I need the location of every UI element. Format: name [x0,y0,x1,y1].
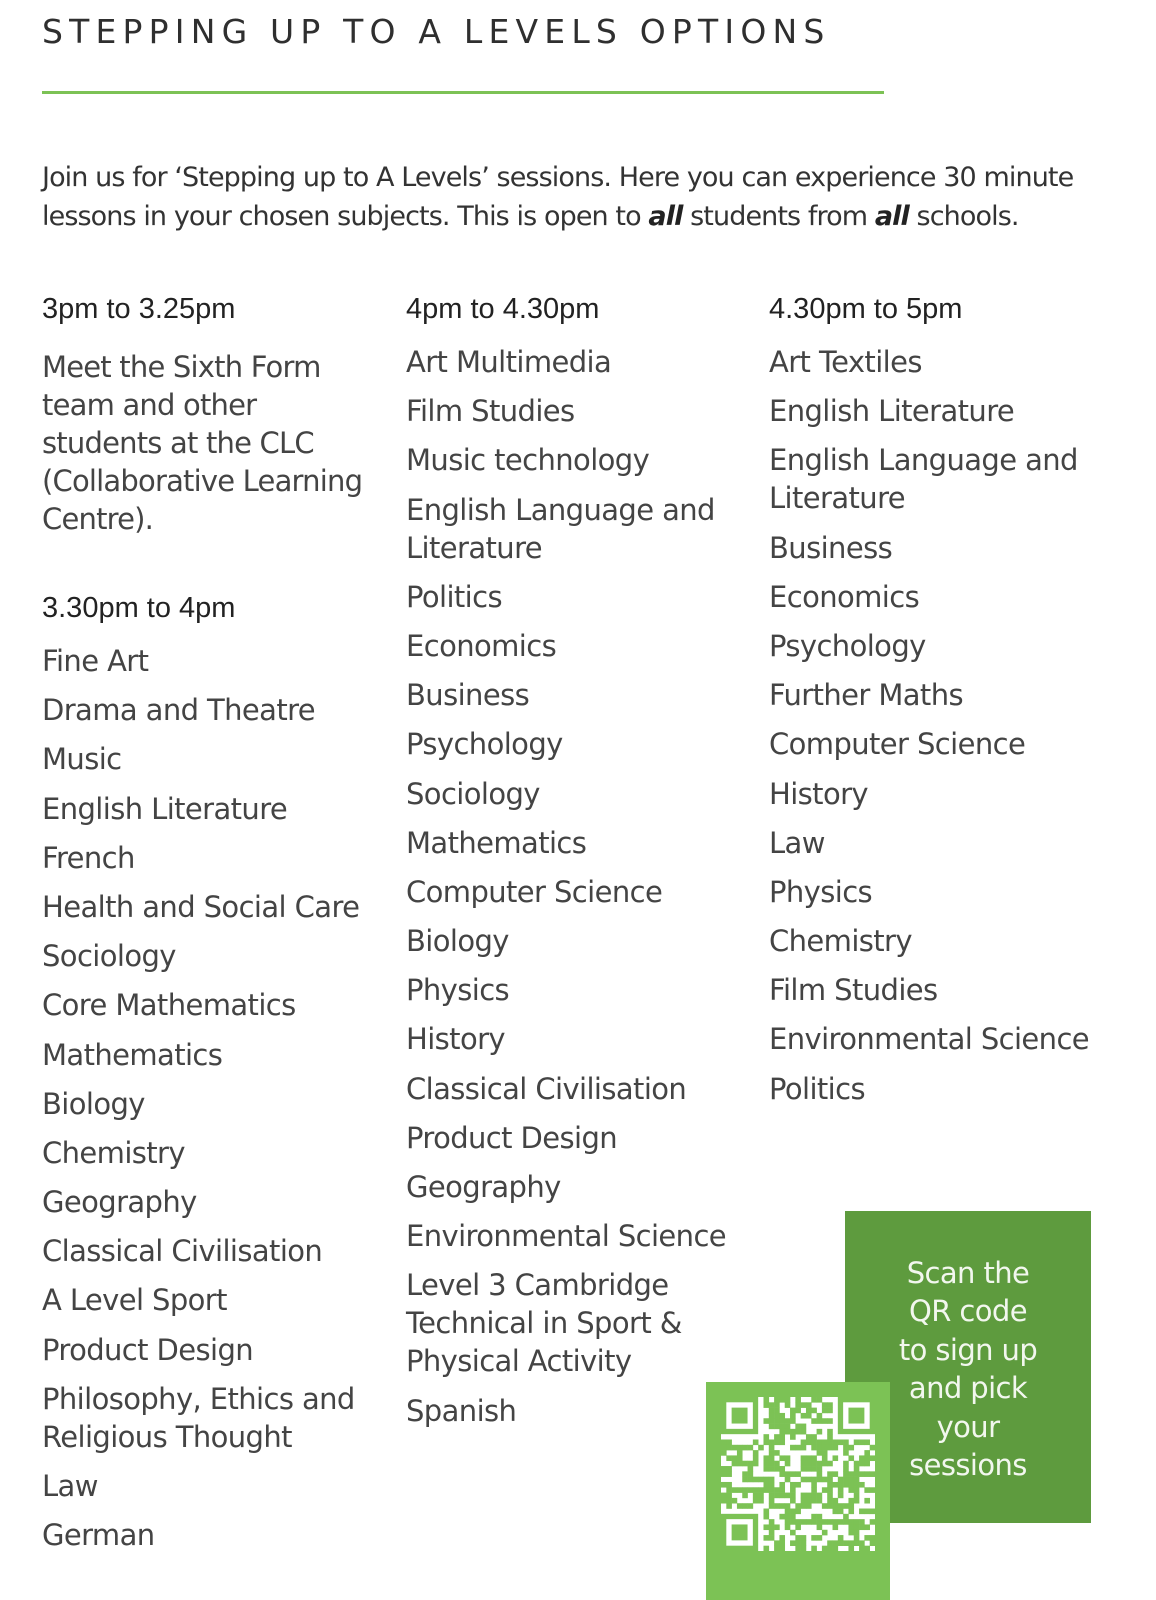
subject-item: Spanish [406,1393,517,1428]
subject-item: English Literature [42,791,288,826]
qr-code-icon[interactable] [721,1397,875,1551]
subject-item: Art Multimedia [406,345,612,379]
subject-item: Environmental Science [406,1219,727,1254]
subject-item: History [406,1022,505,1057]
subject-item: Product Design [42,1332,254,1367]
session-slot-330pm [42,589,372,1554]
column-early-sessions [42,290,372,1565]
subject-item: Physics [769,874,873,909]
subject-item: Classical Civilisation [42,1234,323,1269]
subject-item: Core Mathematics [42,988,296,1023]
intro-text-1: Join us for ‘Stepping up to A Levels’ sessions. Here you can experience 30 minute lessons in your chosen subjects. This is open to [42,162,1074,232]
subject-item: French [42,840,135,875]
subject-item: German [42,1518,155,1553]
subject-item: Health and Social Care [42,889,360,924]
slot-heading: 4.30pm to 5pm [769,293,963,325]
subject-item: Law [42,1469,98,1503]
subject-item: Music [42,742,122,777]
subject-list [769,343,1099,1108]
intro-paragraph [42,158,1122,236]
subject-item: Classical Civilisation [406,1071,687,1106]
subject-item: Mathematics [42,1037,223,1072]
subject-item: Economics [769,579,920,614]
subject-item: Sociology [42,939,176,974]
subject-item: English Literature [769,394,1015,429]
session-slot-430pm [769,290,1099,1108]
subject-item: Computer Science [769,727,1026,762]
slot-heading: 4pm to 4.30pm [406,293,600,325]
subject-item: English Language and Literature [769,443,1078,516]
subject-item: Politics [769,1071,865,1106]
subject-item: Fine Art [42,644,149,678]
subject-item: Geography [406,1170,561,1204]
subject-item: Psychology [769,628,926,663]
subject-item: Computer Science [406,874,663,909]
intro-emphasis-all-1: all [648,201,683,232]
subject-item: Sociology [406,776,540,811]
subject-item: Further Maths [769,678,963,713]
slot-heading: 3.30pm to 4pm [42,592,236,624]
subject-item: A Level Sport [42,1283,227,1318]
intro-text-3: schools. [908,201,1019,232]
subject-item: Physics [406,973,510,1008]
intro-text-2: students from [682,201,875,232]
subject-item: Business [406,678,530,713]
column-4pm-session [406,290,736,1441]
subject-item: Mathematics [406,825,587,860]
qr-code-graphic [721,1397,875,1551]
subject-list [42,642,372,1554]
subject-item: Geography [42,1185,197,1220]
subject-item: Art Textiles [769,345,922,379]
column-430pm-session [769,290,1099,1119]
session-slot-4pm [406,290,736,1430]
subject-item: Philosophy, Ethics and Religious Thought [42,1381,355,1454]
subject-item: Psychology [406,727,563,762]
subject-item: Product Design [406,1120,618,1155]
slot-heading: 3pm to 3.25pm [42,293,236,325]
title-divider [42,91,884,94]
subject-item: Environmental Science [769,1022,1090,1057]
subject-list [406,343,736,1430]
subject-item: Business [769,530,893,565]
subject-item: Biology [406,924,509,959]
subject-item: Film Studies [406,394,575,429]
subject-item: English Language and Literature [406,492,715,565]
subject-item: Level 3 Cambridge Technical in Sport & Physical Activity [406,1268,682,1379]
subject-item: Economics [406,628,557,663]
intro-emphasis-all-2: all [874,201,909,232]
page-title: STEPPING UP TO A LEVELS OPTIONS [42,12,831,51]
signup-instructions: Scan the QR code to sign up and pick your sessions [898,1256,1038,1483]
subject-item: History [769,776,868,811]
slot-description: Meet the Sixth Form team and other students at the CLC (Collaborative Learning Centre). [42,350,363,536]
subject-item: Chemistry [769,924,912,959]
subject-item: Law [769,825,825,860]
subject-item: Music technology [406,443,650,478]
subject-item: Drama and Theatre [42,693,316,728]
subject-item: Biology [42,1086,145,1121]
subject-item: Politics [406,579,502,614]
subject-item: Chemistry [42,1135,185,1170]
subject-item: Film Studies [769,973,938,1008]
session-slot-3pm [42,290,372,538]
